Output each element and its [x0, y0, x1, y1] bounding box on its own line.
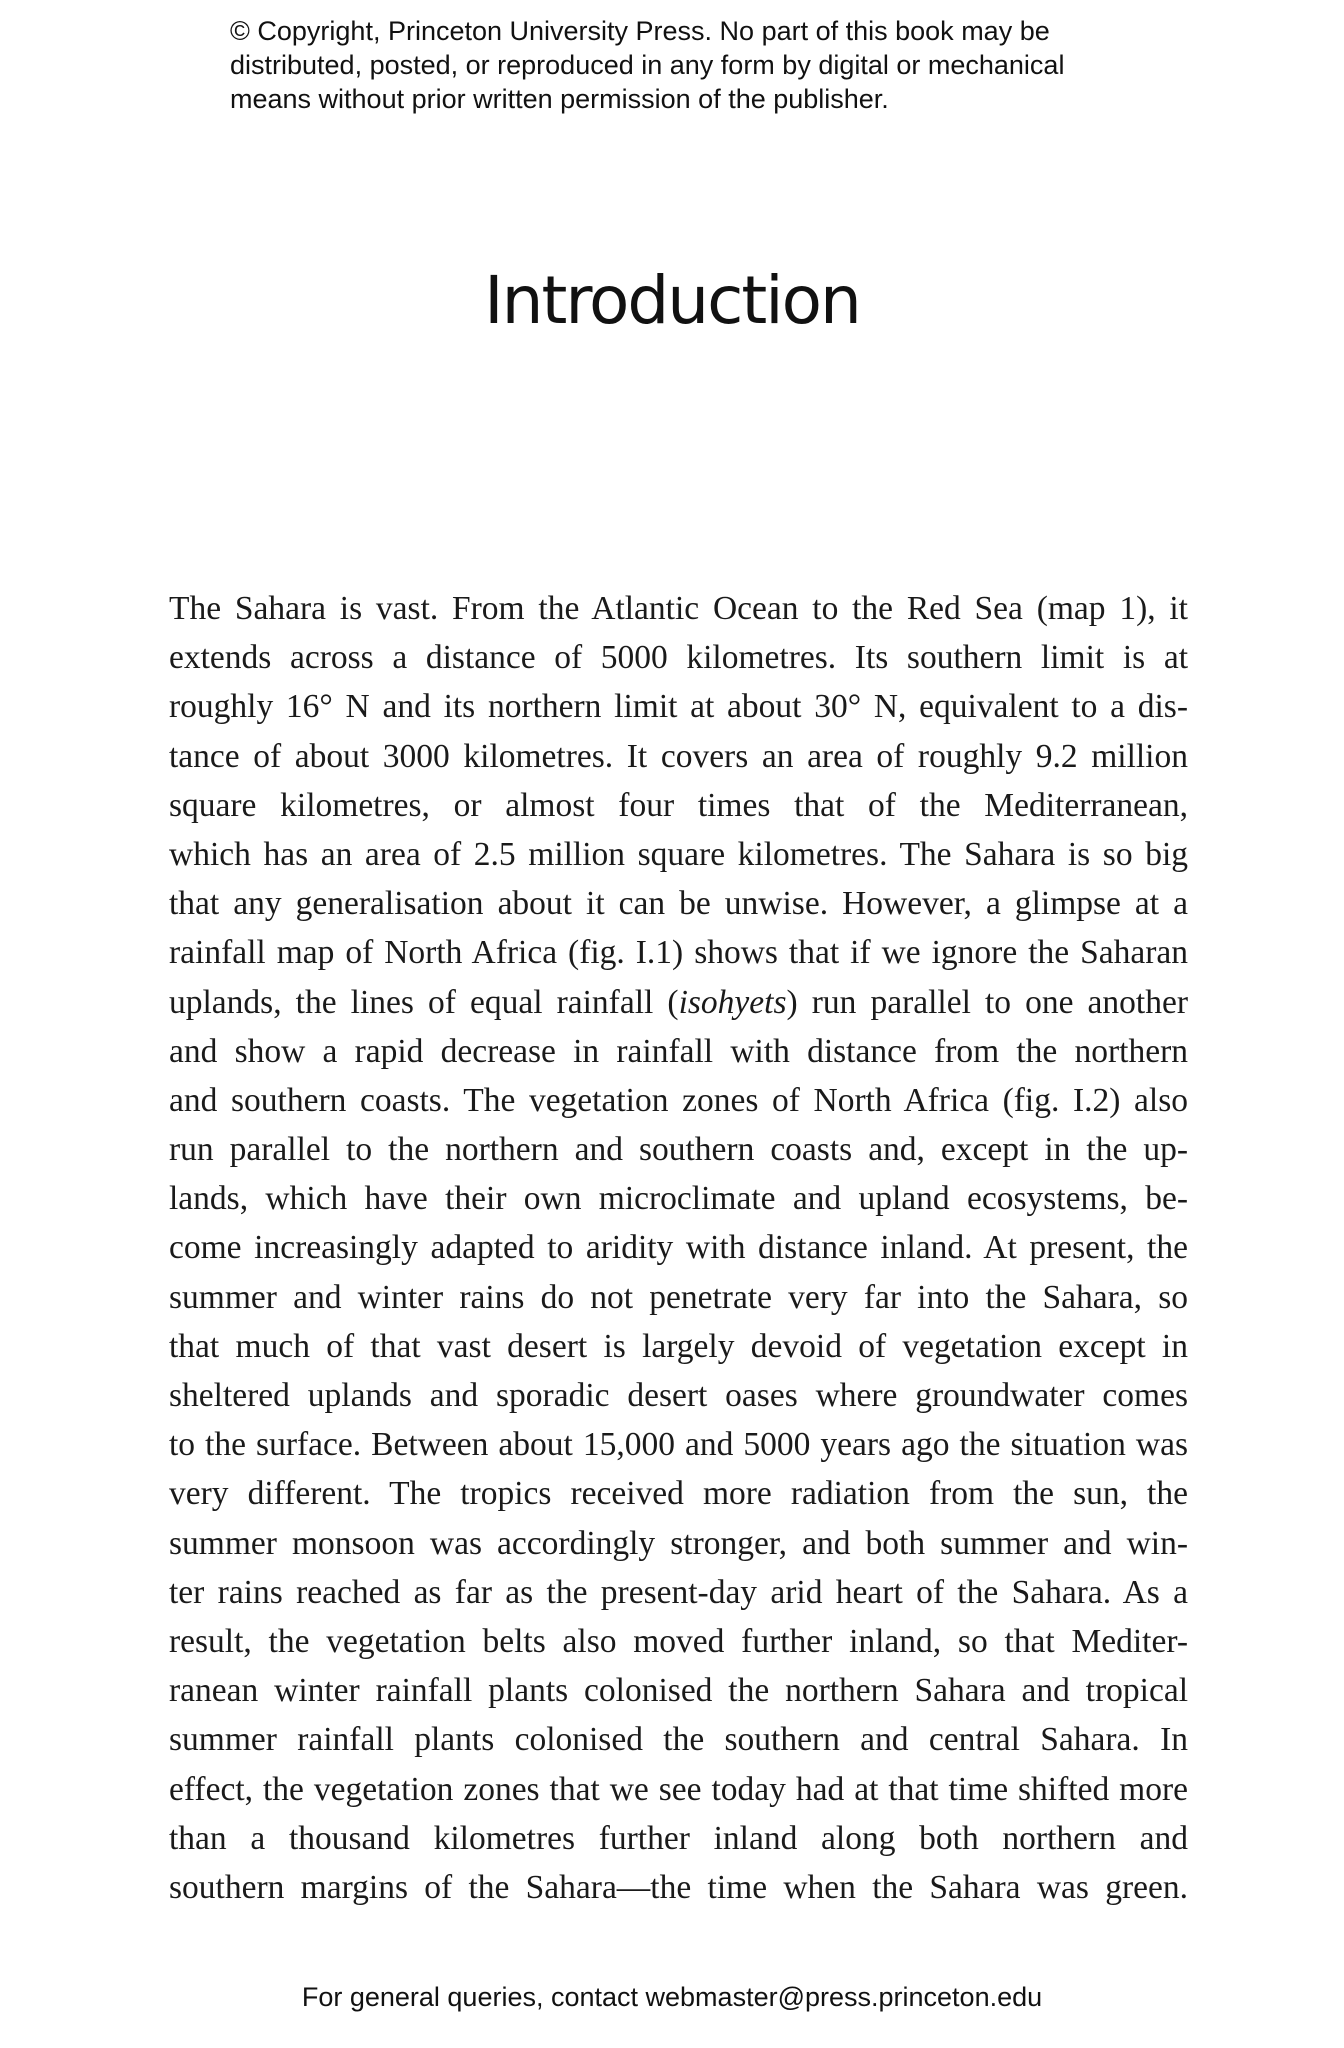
copyright-line: means without prior written permission of the publisher.	[230, 84, 889, 114]
paragraph-line: to the surface. Between about 15,000 and 5000 years ago the situation was	[169, 1426, 1188, 1464]
paragraph-line: The Sahara is vast. From the Atlantic Ocean to the Red Sea (map 1), it	[169, 590, 1188, 627]
copyright-line: © Copyright, Princeton University Press. No part of this book may be	[230, 16, 1050, 46]
paragraph-line: that any generalisation about it can be unwise. However, a glimpse at a	[169, 885, 1188, 923]
paragraph-line: and show a rapid decrease in rainfall with distance from the northern	[169, 1032, 1188, 1070]
paragraph-line: square kilometres, or almost four times that of the Mediterranean,	[169, 786, 1188, 824]
copyright-line: distributed, posted, or reproduced in any form by digital or mechanical	[230, 50, 1065, 80]
paragraph-line: summer and winter rains do not penetrate very far into the Sahara, so	[169, 1278, 1188, 1316]
paragraph-line: tance of about 3000 kilometres. It covers an area of roughly 9.2 million	[169, 737, 1188, 775]
paragraph-line: roughly 16° N and its northern limit at about 30° N, equivalent to a dis-	[169, 688, 1188, 726]
paragraph-line: very different. The tropics received more radiation from the sun, the	[169, 1475, 1188, 1513]
chapter-title: Introduction	[484, 262, 860, 339]
italic-term: isohyets	[678, 983, 787, 1021]
paragraph-line: run parallel to the northern and southern coasts and, except in the up-	[169, 1131, 1188, 1169]
paragraph-line: summer rainfall plants colonised the southern and central Sahara. In	[169, 1721, 1188, 1759]
paragraph-line: ter rains reached as far as the present-day arid heart of the Sahara. As a	[169, 1573, 1188, 1611]
paragraph-line: and southern coasts. The vegetation zones of North Africa (fig. I.2) also	[169, 1081, 1188, 1119]
paragraph-line: ranean winter rainfall plants colonised the northern Sahara and tropical	[169, 1672, 1188, 1710]
paragraph-line: that much of that vast desert is largely devoid of vegetation except in	[169, 1327, 1188, 1365]
paragraph-line: summer monsoon was accordingly stronger, and both summer and win-	[169, 1524, 1188, 1562]
paragraph-line: than a thousand kilometres further inland along both northern and	[169, 1819, 1188, 1857]
paragraph-line: sheltered uplands and sporadic desert oases where groundwater comes	[169, 1377, 1188, 1414]
body-paragraph	[169, 584, 1188, 1912]
paragraph-line: extends across a distance of 5000 kilometres. Its southern limit is at	[169, 639, 1188, 677]
paragraph-line: uplands, the lines of equal rainfall (isohyets) run parallel to one another	[169, 983, 1188, 1021]
paragraph-line: southern margins of the Sahara—the time when the Sahara was green.	[169, 1868, 1188, 1906]
paragraph-line: which has an area of 2.5 million square kilometres. The Sahara is so big	[169, 835, 1188, 873]
footer-contact: For general queries, contact webmaster@press.princeton.edu	[301, 1982, 1043, 2012]
paragraph-line: effect, the vegetation zones that we see today had at that time shifted more	[169, 1770, 1188, 1808]
copyright-notice	[230, 14, 1230, 116]
paragraph-line: rainfall map of North Africa (fig. I.1) shows that if we ignore the Saharan	[169, 934, 1188, 972]
paragraph-line: come increasingly adapted to aridity with distance inland. At present, the	[169, 1229, 1188, 1267]
paragraph-line: result, the vegetation belts also moved further inland, so that Mediter-	[169, 1622, 1188, 1660]
paragraph-line: lands, which have their own microclimate and upland ecosystems, be-	[169, 1180, 1188, 1218]
